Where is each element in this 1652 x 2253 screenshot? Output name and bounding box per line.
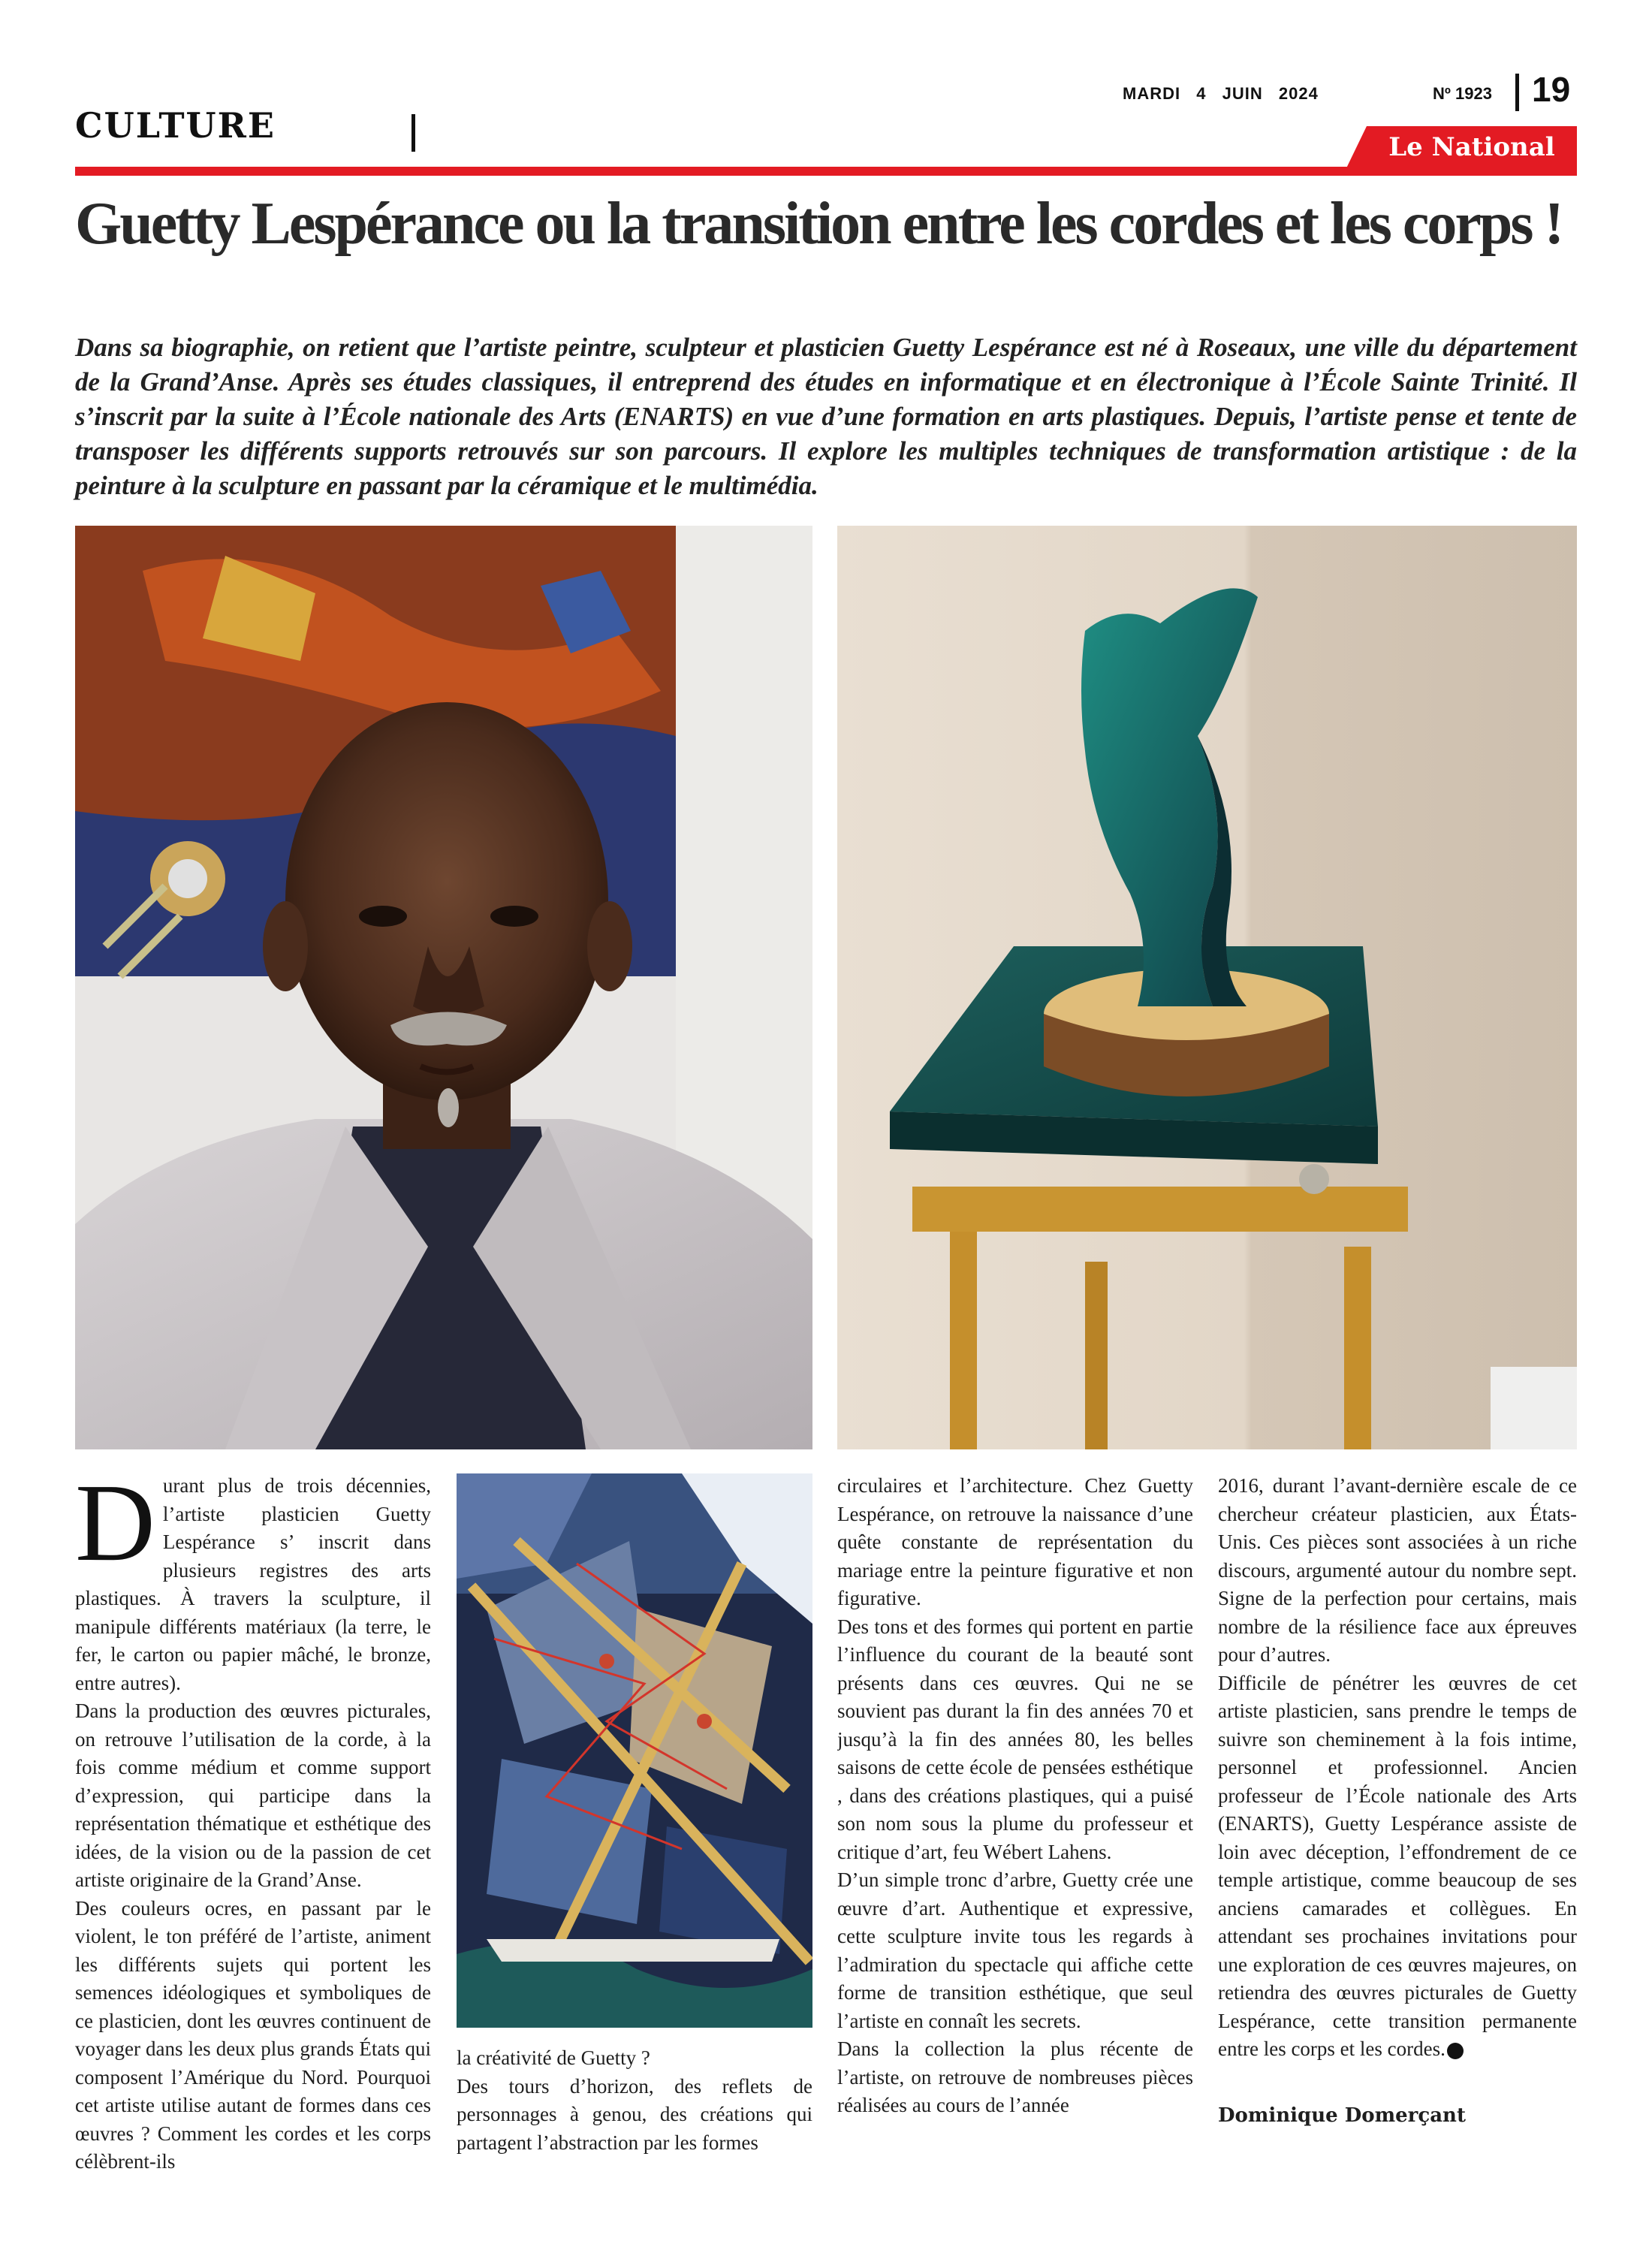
article-column-1	[75, 1472, 431, 2245]
brand-name: Le National	[1388, 132, 1555, 162]
article-paragraph: Dans la production des œuvres picturales, on retrouve l’utilisation de la corde, à la fois comme médium et comme support d’expression, qui participe dans la représentation thématique et esthétique des idées, de la vision ou de la passion de cet artiste originaire de la Grand’Anse.	[75, 1700, 431, 1891]
page-number: 19	[1532, 70, 1571, 109]
sculpture-photo	[837, 526, 1577, 1449]
article-column-4	[1218, 1472, 1577, 2245]
date-num: 4	[1196, 84, 1207, 103]
drop-cap: D	[75, 1472, 155, 1585]
issue-number: Nº 1923	[1433, 84, 1492, 103]
article-paragraph: la créativité de Guetty ?	[457, 2046, 650, 2069]
date-year: 2024	[1278, 84, 1319, 103]
painting-photo	[457, 1473, 812, 2028]
page-divider	[1515, 74, 1519, 111]
article-paragraph	[75, 1472, 431, 1697]
section-divider	[411, 114, 415, 152]
issue-date	[1123, 84, 1319, 104]
section-label: CULTURE	[75, 105, 276, 146]
article-paragraph: Des tours d’horizon, des reflets de personnages à genou, des créations qui partagent l’abstraction par les formes	[457, 2074, 812, 2154]
article-paragraph: circulaires et l’architecture. Chez Guetty Lespérance, on retrouve la naissance d’une quête constante de représentation du mariage entre la peinture figurative et non figurative.	[837, 1474, 1193, 1609]
article-paragraph	[1218, 1669, 1577, 2064]
date-month: JUIN	[1222, 84, 1263, 103]
article-paragraph: Des tons et des formes qui portent en partie l’influence du courant de la beauté sont présents dans ces œuvres. Qui ne se souvient pas durant la fin des années 70 et jusqu’à la fin des années 80, les belles saisons de cette école de pensées esthétique , dans des créations plastiques, qui a puisé son nom sous la plume du professeur et critique d’art, feu Wébert Lahens.	[837, 1615, 1193, 1863]
article-paragraph: Dans la collection la plus récente de l’artiste, on retrouve de nombreuses pièces réalisées au cours de l’année	[837, 2037, 1193, 2116]
date-day: MARDI	[1123, 84, 1181, 103]
article-paragraph: Des couleurs ocres, en passant par le violent, le ton préféré de l’artiste, animent les différents sujets qui portent les semences idéologiques et symboliques de ce plasticien, dont les œuvres continuent de voyager dans les deux plus grands États qui composent l’Amérique du Nord. Pourquoi cet artiste utilise autant de formes dans ces œuvres ? Comment les cordes et les corps célèbrent-ils	[75, 1896, 431, 2173]
header-rule	[75, 167, 1577, 176]
paragraph-text: urant plus de trois décennies, l’artiste plasticien Guetty Lespérance s’ inscrit dans plusieurs registres des arts plastiques. À travers la sculpture, il manipule différents matériaux (la terre, le fer, le carton ou papier mâché, le bronze, entre autres).	[75, 1474, 431, 1694]
paragraph-text: Difficile de pénétrer les œuvres de cet artiste plasticien, sans prendre le temps de suivre son cheminement à la fois intime, personnel et professionnel. Ancien professeur de l’École nationale des Arts (ENARTS), Guetty Lespérance assiste de loin avec déception, l’effondrement de ce temple artistique, comme beaucoup de ses anciens camarades et collègues. En attendant ses prochaines invitations pour une exploration de ces œuvres majeures, on retiendra des œuvres picturales de Guetty Lespérance, cette transition permanente entre les corps et les cordes.	[1218, 1671, 1577, 2060]
article-byline: Dominique Domerçant	[1218, 2104, 1466, 2127]
article-lead: Dans sa biographie, on retient que l’artiste peintre, sculpteur et plasticien Guetty Lespérance est né à Roseaux, une ville du département de la Grand’Anse. Après ses études classiques, il entreprend des études en informatique et en électronique à l’École Sainte Trinité. Il s’inscrit par la suite à l’École nationale des Arts (ENARTS) en vue d’une formation en arts plastiques. Depuis, l’artiste pense et tente de transposer les différents supports retrouvés sur son parcours. Il explore les multiples techniques de transformation artistique : de la peinture à la sculpture en passant par la céramique et le multimédia.	[75, 333, 1577, 500]
article-paragraph: D’un simple tronc d’arbre, Guetty crée une œuvre d’art. Authentique et expressive, cette sculpture invite tous les regards à l’admiration du spectacle qui affiche cette forme de transition esthétique, que seul l’artiste en connaît les secrets.	[837, 1868, 1193, 2032]
article-column-2	[457, 2044, 812, 2247]
portrait-photo	[75, 526, 812, 1449]
article-column-3	[837, 1472, 1193, 2245]
article-paragraph: 2016, durant l’avant-dernière escale de ce chercheur créateur plasticien, aux États-Unis. Ces pièces sont associées à un riche discours, argumenté autour du nombre sept. Signe de la perfection pour certains, mais nombre de la résilience face aux épreuves pour d’autres.	[1218, 1474, 1577, 1666]
article-headline: Guetty Lespérance ou la transition entre les cordes et les corps !	[75, 191, 1563, 257]
end-mark-icon	[1447, 2043, 1464, 2059]
